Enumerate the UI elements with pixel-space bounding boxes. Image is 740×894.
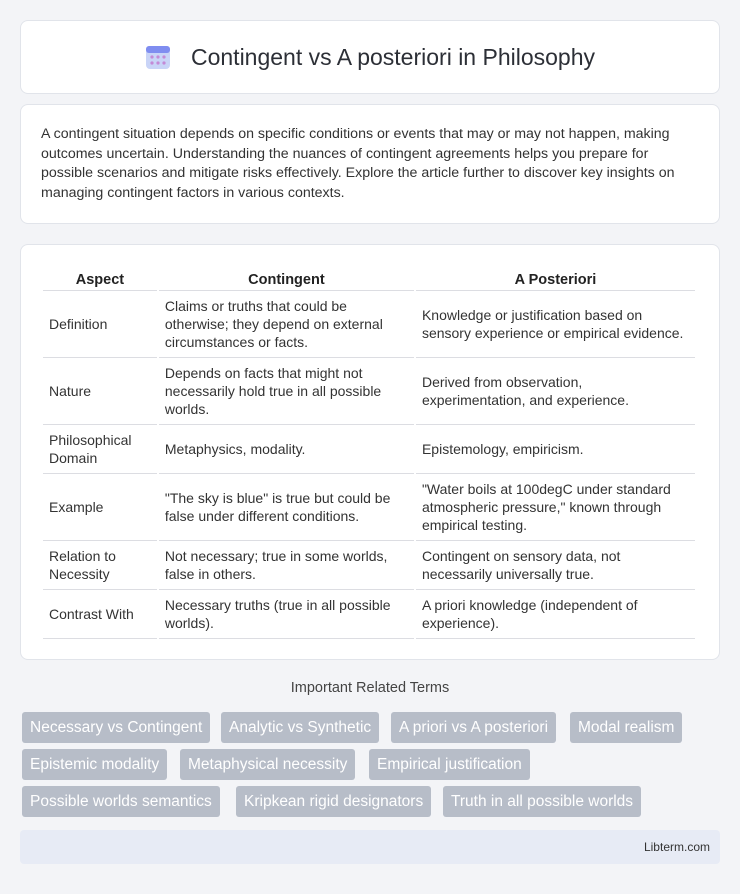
table-row: [43, 425, 695, 474]
contingent-cell: Depends on facts that might not necessarily hold true in all possible worlds.: [159, 358, 414, 425]
a-posteriori-cell: Knowledge or justification based on sensory experience or empirical evidence.: [416, 291, 695, 358]
aspect-cell: Contrast With: [43, 590, 157, 639]
related-tag[interactable]: Analytic vs Synthetic: [221, 712, 379, 743]
header: [20, 20, 720, 94]
table-row: [43, 541, 695, 590]
contingent-cell: Metaphysics, modality.: [159, 425, 414, 474]
table-header-row: [43, 265, 695, 291]
table-row: [43, 358, 695, 425]
related-tag[interactable]: Metaphysical necessity: [180, 749, 355, 780]
page-title: Contingent vs A posteriori in Philosophy: [190, 43, 596, 70]
table-row: [43, 474, 695, 541]
intro-card: [20, 104, 720, 224]
contingent-cell: Necessary truths (true in all possible worlds).: [159, 590, 414, 639]
comparison-card: [20, 244, 720, 660]
contingent-cell: "The sky is blue" is true but could be false under different conditions.: [159, 474, 414, 541]
related-tag[interactable]: Truth in all possible worlds: [443, 786, 641, 817]
aspect-cell: Nature: [43, 358, 157, 425]
comparison-table: [41, 265, 697, 639]
a-posteriori-cell: "Water boils at 100degC under standard atmospheric pressure," known through empirical testing.: [416, 474, 695, 541]
calendar-icon: [145, 44, 171, 70]
footer-link[interactable]: Libterm.com: [643, 840, 710, 854]
related-tag[interactable]: Empirical justification: [369, 749, 530, 780]
related-terms-title: Important Related Terms: [290, 680, 450, 696]
a-posteriori-cell: Derived from observation, experimentation, and experience.: [416, 358, 695, 425]
a-posteriori-cell: A priori knowledge (independent of experience).: [416, 590, 695, 639]
aspect-cell: Definition: [43, 291, 157, 358]
aspect-cell: Example: [43, 474, 157, 541]
table-row: [43, 590, 695, 639]
related-tag[interactable]: Possible worlds semantics: [22, 786, 220, 817]
related-tag[interactable]: A priori vs A posteriori: [391, 712, 556, 743]
header-a-posteriori: A Posteriori: [416, 265, 695, 291]
intro-text: A contingent situation depends on specific conditions or events that may or may not happen, making outcomes uncertain. Understanding the nuances of contingent agreements helps you prepare for possible scenarios and mitigate risks effectively. Explore the article further to discover key insights on managing contingent factors in various contexts.: [41, 126, 675, 201]
footer: [20, 830, 720, 864]
header-aspect: Aspect: [43, 265, 157, 291]
table-row: [43, 291, 695, 358]
contingent-cell: Not necessary; true in some worlds, false in others.: [159, 541, 414, 590]
header-contingent: Contingent: [159, 265, 414, 291]
related-tag[interactable]: Kripkean rigid designators: [236, 786, 431, 817]
aspect-cell: Relation to Necessity: [43, 541, 157, 590]
contingent-cell: Claims or truths that could be otherwise; they depend on external circumstances or facts.: [159, 291, 414, 358]
aspect-cell: Philosophical Domain: [43, 425, 157, 474]
related-tag[interactable]: Modal realism: [570, 712, 682, 743]
a-posteriori-cell: Contingent on sensory data, not necessarily universally true.: [416, 541, 695, 590]
related-tag[interactable]: Necessary vs Contingent: [22, 712, 210, 743]
related-tag[interactable]: Epistemic modality: [22, 749, 167, 780]
a-posteriori-cell: Epistemology, empiricism.: [416, 425, 695, 474]
